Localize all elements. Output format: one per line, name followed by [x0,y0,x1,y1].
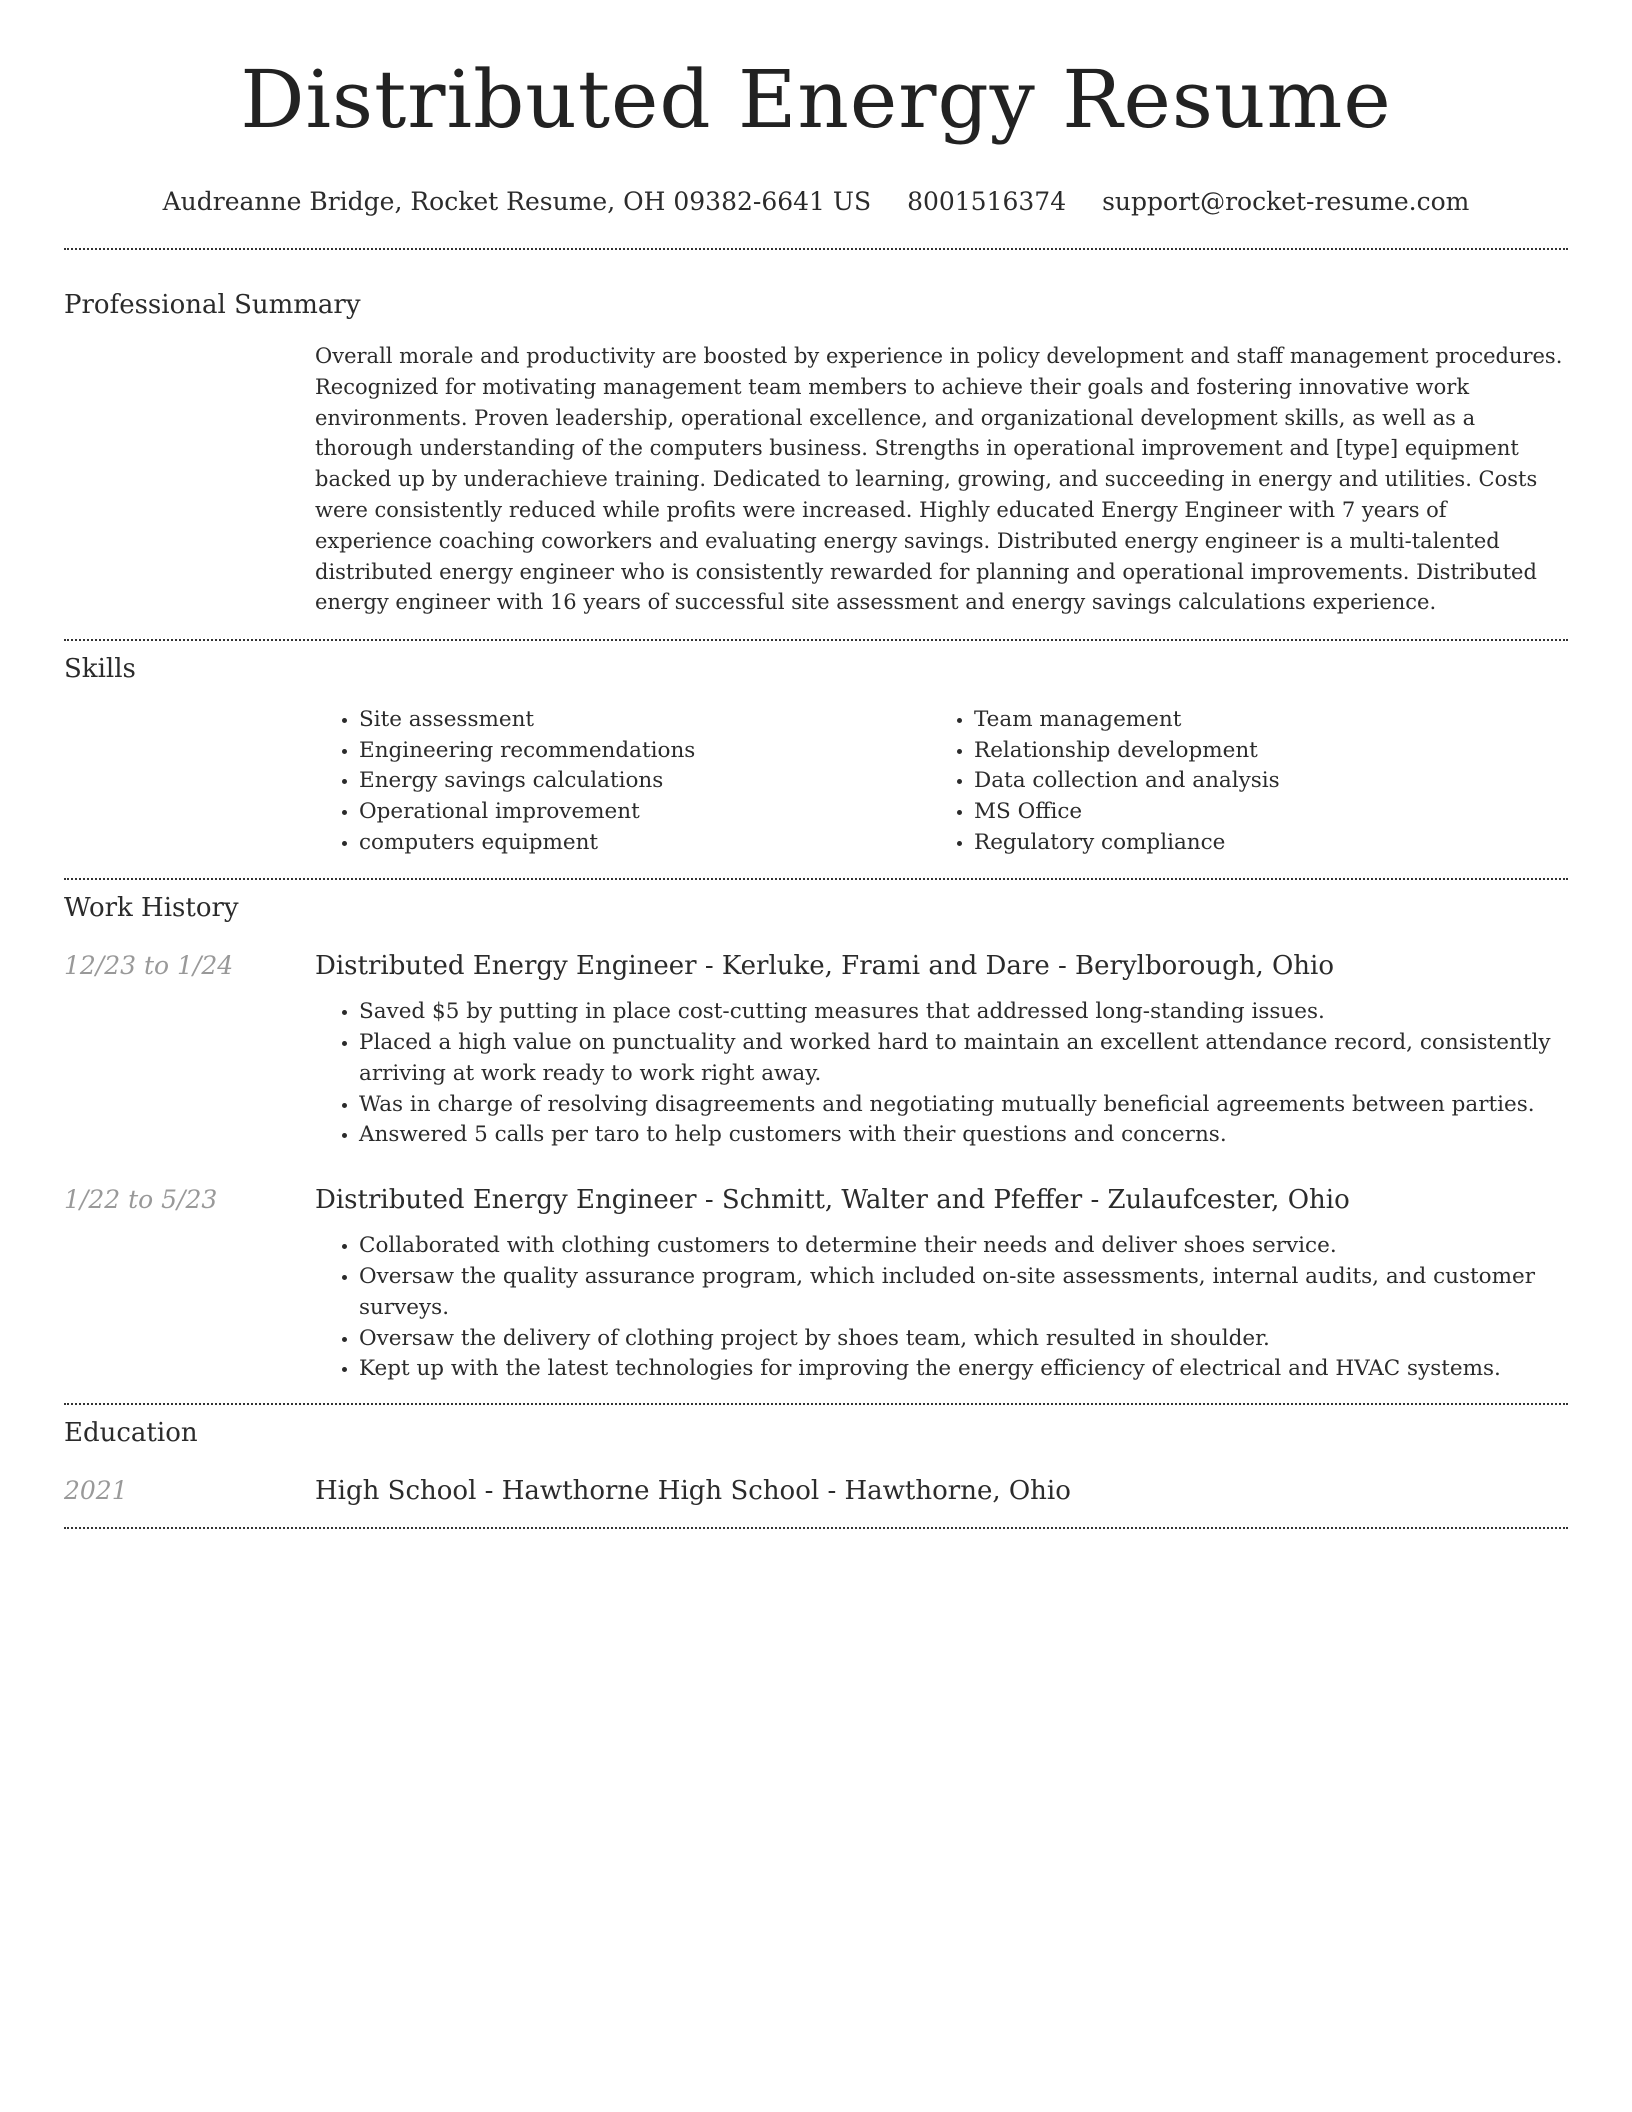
contact-email: support@rocket-resume.com [1102,187,1470,216]
divider [64,878,1568,880]
divider [64,1527,1568,1529]
contact-address: Audreanne Bridge, Rocket Resume, OH 09382-6641 US [162,187,872,216]
job-bullet: • Answered 5 calls per taro to help customers with their questions and concerns. [359,1120,1568,1151]
job-title: Distributed Energy Engineer - Schmitt, Walter and Pfeffer - Zulaufcester, Ohio [315,1185,1350,1216]
summary-text: Overall morale and productivity are boosted by experience in policy development and staff management procedures. Recognized for motivating management team members to achieve their goals and fostering innovative work environments. Proven leadership, operational excellence, and organizational development skills, as well as a thorough understanding of the computers business. Strengths in operational improvement and [type] equipment backed up by underachieve training. Dedicated to learning, growing, and succeeding in energy and utilities. Costs were consistently reduced while profits were increased. Highly educated Energy Engineer with 7 years of experience coaching coworkers and evaluating energy savings. Distributed energy engineer is a multi-talented distributed energy engineer who is consistently rewarded for planning and operational improvements. Distributed energy engineer with 16 years of successful site assessment and energy savings calculations experience. [315,344,1563,615]
summary-heading: Professional Summary [64,290,361,320]
job-bullet: • Saved $5 by putting in place cost-cutting measures that addressed long-standing issues. [359,997,1568,1028]
skill-item: • Operational improvement [359,797,930,828]
summary-section [64,288,1568,618]
skill-item: • Site assessment [359,705,930,736]
skills-section [64,652,1568,858]
job-bullet: • Placed a high value on punctuality and worked hard to maintain an excellent attendance record, consistently arriving at work ready to work right away. [359,1028,1568,1090]
education-body [315,1474,1568,1508]
skill-item: • Energy savings calculations [359,766,930,797]
job-bullet: • Collaborated with clothing customers to determine their needs and deliver shoes service. [359,1231,1568,1262]
resume-page [64,0,1568,1529]
skill-item: • MS Office [974,797,1545,828]
job-bullet: • Was in charge of resolving disagreements and negotiating mutually beneficial agreements between parties. [359,1090,1568,1121]
skills-list-right [930,705,1545,858]
education-title: High School - Hawthorne High School - Hawthorne, Ohio [315,1476,1071,1507]
skills-columns [315,705,1568,858]
skill-item: • Engineering recommendations [359,736,930,767]
job-body [315,949,1568,1151]
job-bullet: • Kept up with the latest technologies for improving the energy efficiency of electrical and HVAC systems. [359,1354,1568,1385]
skills-heading: Skills [64,654,136,685]
education-section [64,1416,1568,1508]
contact-phone: 8001516374 [907,187,1067,216]
education-date: 2021 [64,1476,128,1506]
skill-item: • Data collection and analysis [974,766,1545,797]
work-heading: Work History [64,893,239,924]
divider [64,248,1568,250]
job-date: 1/22 to 5/23 [64,1185,218,1215]
education-heading: Education [64,1418,198,1449]
divider [64,1403,1568,1405]
job-bullet: • Oversaw the delivery of clothing project by shoes team, which resulted in shoulder. [359,1324,1568,1355]
skill-item: • Regulatory compliance [974,828,1545,859]
job-entry [64,949,1568,1151]
education-entry [64,1474,1568,1508]
skill-item: • Relationship development [974,736,1545,767]
work-section [64,891,1568,1385]
skills-list-left [315,705,930,858]
resume-title: Distributed Energy Resume [240,53,1392,146]
job-entry [64,1183,1568,1385]
skill-item: • Team management [974,705,1545,736]
contact-line [64,184,1568,220]
skill-item: • computers equipment [359,828,930,859]
divider [64,639,1568,641]
job-body [315,1183,1568,1385]
job-bullets [315,1231,1568,1385]
job-date: 12/23 to 1/24 [64,951,234,981]
job-bullets [315,997,1568,1151]
job-bullet: • Oversaw the quality assurance program, which included on-site assessments, internal audits, and customer surveys. [359,1262,1568,1324]
job-title: Distributed Energy Engineer - Kerluke, Frami and Dare - Berylborough, Ohio [315,951,1335,982]
